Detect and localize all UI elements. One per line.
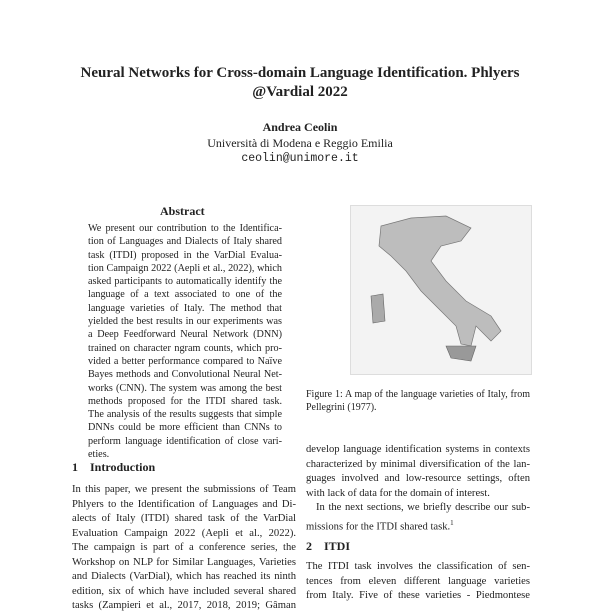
text-line: alects of Italy (ITDI) shared task of the VarDial — [72, 513, 296, 524]
text-line: characterized by minimal diversification of the lan- — [306, 458, 530, 470]
text-line: We present our contribution to the Identifica- — [88, 223, 282, 234]
figure-caption — [306, 388, 530, 414]
text-line: perform language identification of close vari- — [88, 435, 282, 447]
text-line: language of a text associated to one of the — [88, 289, 282, 301]
text-line: DNNs could be more efficient than CNNs to — [88, 422, 282, 434]
itdi-heading — [306, 539, 350, 554]
text-line: tences from eleven different language varieties — [306, 575, 530, 587]
text-line: The ITDI task involves the classification of sen- — [306, 561, 530, 572]
text-line: from Italy. Five of these varieties - Piedmontese — [306, 590, 530, 601]
text-line: The analysis of the results suggests that simple — [88, 409, 282, 421]
paper-title — [60, 64, 540, 102]
italy-language-map-figure — [350, 205, 532, 375]
text-line — [306, 516, 530, 531]
section-number: 2 — [306, 539, 312, 553]
author-name: Andrea Ceolin — [262, 120, 338, 134]
text-line: Figure 1: A map of the language varieties of Italy, from — [306, 389, 530, 400]
intro-body — [72, 483, 296, 614]
title-line: Neural Networks for Cross-domain Language Identification. Phlyers — [80, 65, 520, 81]
text-line: Workshop on NLP for Similar Languages, Varieties — [72, 556, 296, 568]
text-line: Phlyers to the Identification of Languages and Di- — [72, 498, 296, 510]
section-title: ITDI — [324, 539, 351, 553]
text-line: task (ITDI) proposed in the VarDial Evalua- — [88, 249, 282, 261]
text-line: edition, six of which have included several shared — [72, 585, 296, 597]
abstract-heading: Abstract — [160, 204, 205, 218]
text-line: guages involved and low-resource settings, often — [306, 473, 530, 484]
email: ceolin@unimore.it — [241, 152, 359, 165]
text-line: vided a better performance compared to Naïve — [88, 355, 282, 367]
right-para2 — [306, 501, 530, 533]
text-line: Bayes methods and Convolutional Neural Net- — [88, 369, 282, 381]
title-line: @Vardial 2022 — [252, 84, 348, 100]
text-line: and Dialects (VarDial), which has reached its ninth — [72, 571, 296, 582]
text-line: eties. — [88, 449, 110, 461]
text-line: methods proposed for the ITDI shared task. — [88, 395, 282, 407]
text-line: Pellegrini (1977). — [306, 402, 377, 413]
text-line-content: missions for the ITDI shared task. — [306, 521, 451, 533]
text-line: In this paper, we present the submissions of Team — [72, 484, 296, 495]
itdi-body — [306, 560, 530, 604]
footnote-mark: 1 — [450, 518, 454, 527]
text-line: a Deep Feedforward Neural Network (DNN) — [88, 329, 282, 341]
text-line: In the next sections, we briefly describe our sub- — [316, 502, 530, 513]
affiliation: Università di Modena e Reggio Emilia — [207, 136, 393, 150]
text-line: tasks (Zampieri et al., 2017, 2018, 2019; Gâman — [72, 600, 296, 611]
text-line: Evaluation Campaign 2022 (Aepli et al., 2022). — [72, 527, 296, 539]
text-line: The campaign is part of a conference series, the — [72, 542, 296, 553]
intro-heading — [72, 460, 155, 475]
section-number: 1 — [72, 460, 78, 474]
right-body — [306, 443, 530, 501]
text-line: tion of Languages and Dialects of Italy shared — [88, 236, 282, 248]
text-line: yielded the best results in our experiments was — [88, 316, 282, 328]
abstract-body — [88, 222, 282, 461]
text-line: tion Campaign 2022 (Aepli et al., 2022), which — [88, 262, 282, 274]
text-line: works (CNN). The system was among the best — [88, 382, 282, 394]
text-line: with lack of data for the domain of interest. — [306, 487, 490, 499]
map-image — [351, 206, 531, 374]
text-line: asked participants to automatically identify the — [88, 276, 282, 288]
section-title: Introduction — [90, 460, 156, 474]
text-line: develop language identification systems in contexts — [306, 444, 530, 455]
text-line: trained on character ngram counts, which pro- — [88, 342, 282, 354]
text-line: language varieties of Italy. The method that — [88, 302, 282, 314]
